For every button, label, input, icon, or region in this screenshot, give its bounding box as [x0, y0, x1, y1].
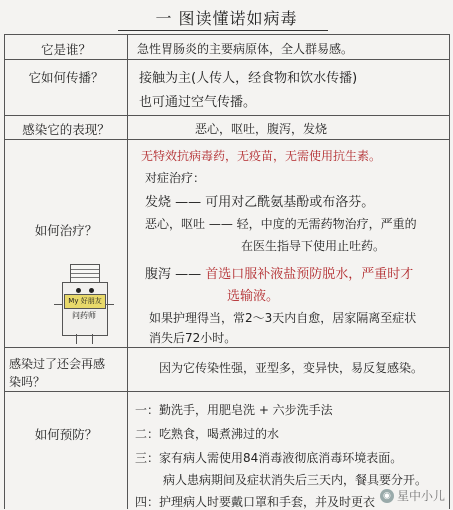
wechat-icon: ◉ — [380, 489, 394, 503]
row-label-reinfect-2: 染吗？ — [9, 375, 46, 389]
medicine-bottle-illustration — [56, 264, 114, 344]
reinfect-text: 因为它传染性强，亚型多，变异快，易反复感染。 — [159, 361, 424, 375]
title-underline — [118, 30, 328, 31]
page-title: 一 图读懂诺如病毒 — [155, 9, 298, 28]
treatment-nausea-1: 恶心，呕吐 —— 轻，中度的无需药物治疗，严重的 — [145, 217, 417, 231]
bottle-leg-right — [92, 334, 93, 344]
diarrhea-prefix: 腹泻 —— — [145, 267, 206, 282]
row-divider — [5, 59, 449, 60]
treatment-recovery-1: 如果护理得当，常2～3天内自愈，居家隔离至症状 — [149, 311, 417, 325]
prevention-item-4: 四：护理病人时要戴口罩和手套，并及时更衣 — [135, 495, 376, 509]
bottle-arm-left — [54, 304, 62, 305]
symptoms-text: 恶心，呕吐，腹泻，发烧 — [195, 122, 328, 136]
treatment-diarrhea — [145, 263, 413, 282]
row-label-reinfect-1: 感染过了还会再感 — [9, 357, 106, 371]
bottle-label-top: My 好朋友 — [64, 294, 106, 309]
row-label-prevention: 如何预防？ — [34, 427, 98, 442]
bottle-arm-right — [106, 304, 114, 305]
bottle-eye-left — [76, 288, 81, 293]
prevention-item-3b: 病人患病期间及症状消失后三天内，餐具要分开。 — [163, 473, 428, 487]
row-label-spread: 它如何传播？ — [28, 70, 104, 85]
bottle-label-name: 问药师 — [72, 311, 96, 320]
treatment-nausea-2: 在医生指导下使用止吐药。 — [241, 239, 386, 253]
diarrhea-red-2: 选输液。 — [227, 289, 280, 304]
row-divider — [5, 347, 449, 348]
treatment-sub: 对症治疗： — [145, 171, 206, 185]
row-divider — [5, 115, 449, 116]
bottle-eye-right — [89, 288, 94, 293]
prevention-item-1: 一：勤洗手，用肥皂洗 + 六步洗手法 — [135, 403, 333, 417]
bottle-leg-left — [76, 334, 77, 344]
treatment-recovery-2: 消失后72小时。 — [149, 331, 237, 345]
diarrhea-red-1: 首选口服补液盐预防脱水，严重时才 — [205, 267, 414, 282]
row-label-treatment: 如何治疗？ — [34, 223, 98, 238]
prevention-item-3a: 三：家有病人需使用84消毒液彻底消毒环境表面。 — [135, 451, 403, 465]
watermark-text: 星中小儿 — [396, 489, 445, 503]
row-label-symptoms: 感染它的表现？ — [22, 122, 110, 137]
spread-line1: 接触为主(人传人，经食物和饮水传播) — [139, 71, 358, 86]
treatment-intro: 无特效抗病毒药，无疫苗，无需使用抗生素。 — [141, 149, 382, 163]
row-label-who: 它是谁？ — [40, 42, 91, 57]
bottle-cap — [70, 264, 100, 284]
row-divider — [5, 391, 449, 392]
bottle-label — [64, 294, 104, 326]
watermark — [380, 487, 445, 504]
spread-line2: 也可通过空气传播。 — [139, 95, 257, 110]
column-divider — [127, 35, 128, 509]
treatment-fever: 发烧 —— 可用对乙酰氨基酚或布洛芬。 — [145, 195, 375, 210]
row-divider — [5, 139, 449, 140]
who-text: 急性胃肠炎的主要病原体，全人群易感。 — [137, 42, 354, 56]
prevention-item-2: 二：吃熟食，喝煮沸过的水 — [135, 427, 280, 441]
